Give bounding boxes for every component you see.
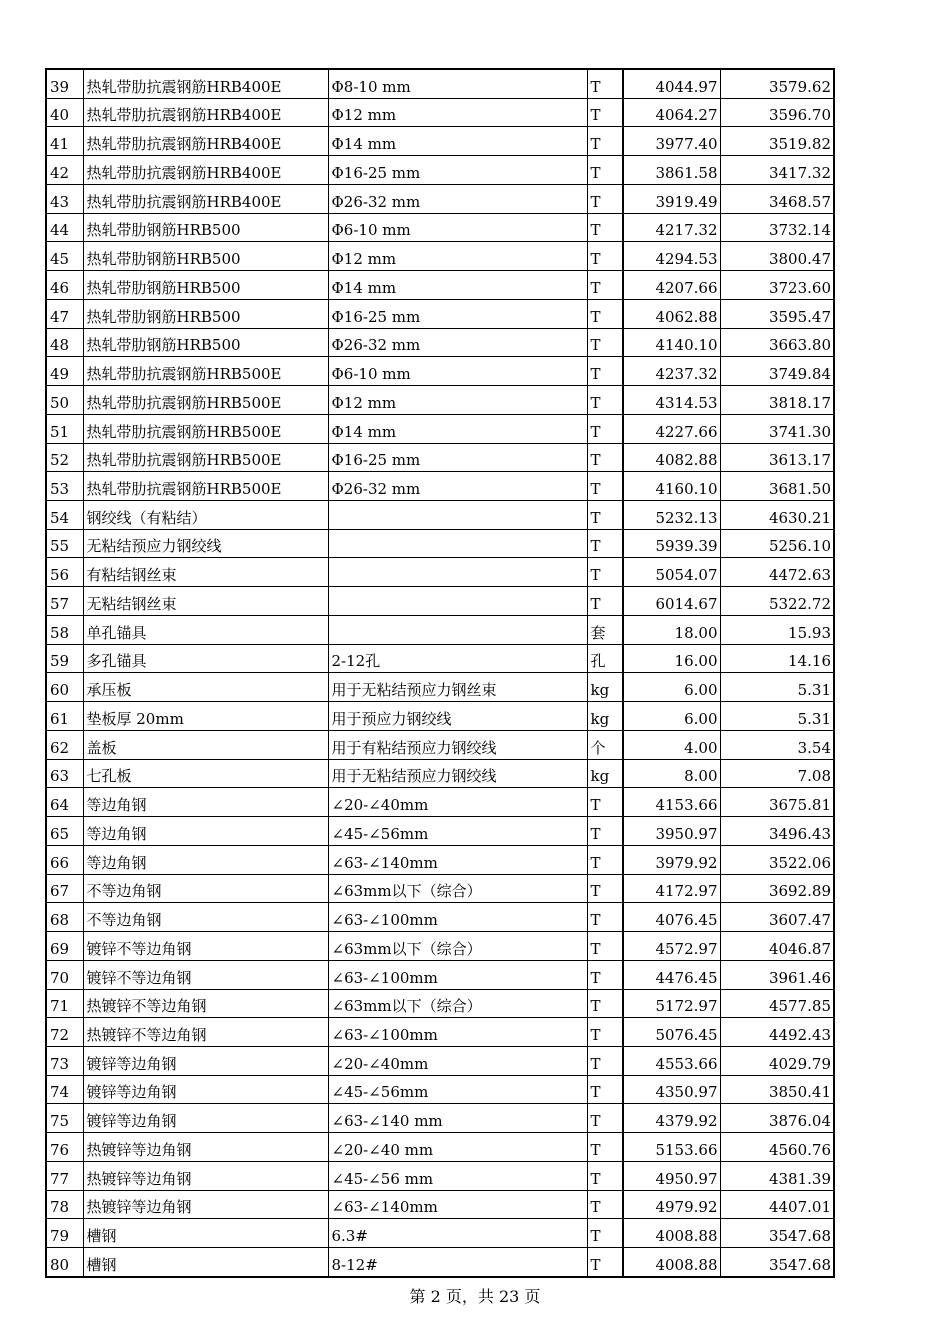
price-without-tax-cell: 3.54 bbox=[720, 730, 834, 759]
spec-cell: ∠63-∠100mm bbox=[328, 903, 587, 932]
spec-cell: Φ14 mm bbox=[328, 271, 587, 300]
price-without-tax-cell: 3850.41 bbox=[720, 1075, 834, 1104]
unit-cell: kg bbox=[587, 673, 623, 702]
price-with-tax-cell: 4314.53 bbox=[623, 386, 720, 415]
item-name-cell: 热轧带肋抗震钢筋HRB500E bbox=[83, 357, 328, 386]
price-without-tax-cell: 3741.30 bbox=[720, 414, 834, 443]
item-name-cell: 热轧带肋钢筋HRB500 bbox=[83, 271, 328, 300]
item-name-cell: 不等边角钢 bbox=[83, 874, 328, 903]
price-with-tax-cell: 4350.97 bbox=[623, 1075, 720, 1104]
row-index-cell: 65 bbox=[46, 817, 83, 846]
price-without-tax-cell: 4472.63 bbox=[720, 558, 834, 587]
table-row bbox=[46, 386, 834, 415]
unit-cell: T bbox=[587, 386, 623, 415]
item-name-cell: 有粘结钢丝束 bbox=[83, 558, 328, 587]
item-name-cell: 承压板 bbox=[83, 673, 328, 702]
item-name-cell: 槽钢 bbox=[83, 1219, 328, 1248]
row-index-cell: 47 bbox=[46, 299, 83, 328]
table-row bbox=[46, 213, 834, 242]
spec-cell: ∠45-∠56mm bbox=[328, 1075, 587, 1104]
price-with-tax-cell: 4379.92 bbox=[623, 1104, 720, 1133]
price-with-tax-cell: 6.00 bbox=[623, 702, 720, 731]
table-row bbox=[46, 501, 834, 530]
row-index-cell: 66 bbox=[46, 845, 83, 874]
row-index-cell: 79 bbox=[46, 1219, 83, 1248]
unit-cell: T bbox=[587, 357, 623, 386]
table-row bbox=[46, 357, 834, 386]
price-with-tax-cell: 3950.97 bbox=[623, 817, 720, 846]
price-with-tax-cell: 4153.66 bbox=[623, 788, 720, 817]
spec-cell: Φ26-32 mm bbox=[328, 472, 587, 501]
unit-cell: T bbox=[587, 1018, 623, 1047]
item-name-cell: 盖板 bbox=[83, 730, 328, 759]
price-with-tax-cell: 4160.10 bbox=[623, 472, 720, 501]
unit-cell: T bbox=[587, 903, 623, 932]
table-row bbox=[46, 1018, 834, 1047]
price-without-tax-cell: 7.08 bbox=[720, 759, 834, 788]
spec-cell: Φ6-10 mm bbox=[328, 357, 587, 386]
unit-cell: T bbox=[587, 529, 623, 558]
table-row bbox=[46, 242, 834, 271]
table-row bbox=[46, 587, 834, 616]
unit-cell: T bbox=[587, 817, 623, 846]
price-without-tax-cell: 4492.43 bbox=[720, 1018, 834, 1047]
item-name-cell: 热轧带肋抗震钢筋HRB500E bbox=[83, 386, 328, 415]
row-index-cell: 76 bbox=[46, 1133, 83, 1162]
table-row bbox=[46, 271, 834, 300]
row-index-cell: 43 bbox=[46, 184, 83, 213]
price-without-tax-cell: 4046.87 bbox=[720, 932, 834, 961]
price-without-tax-cell: 3607.47 bbox=[720, 903, 834, 932]
unit-cell: T bbox=[587, 213, 623, 242]
row-index-cell: 80 bbox=[46, 1248, 83, 1277]
unit-cell: T bbox=[587, 1133, 623, 1162]
price-without-tax-cell: 4029.79 bbox=[720, 1046, 834, 1075]
price-without-tax-cell: 3675.81 bbox=[720, 788, 834, 817]
row-index-cell: 42 bbox=[46, 156, 83, 185]
row-index-cell: 48 bbox=[46, 328, 83, 357]
price-without-tax-cell: 4630.21 bbox=[720, 501, 834, 530]
item-name-cell: 镀锌不等边角钢 bbox=[83, 932, 328, 961]
unit-cell: 个 bbox=[587, 730, 623, 759]
row-index-cell: 49 bbox=[46, 357, 83, 386]
row-index-cell: 52 bbox=[46, 443, 83, 472]
unit-cell: T bbox=[587, 587, 623, 616]
item-name-cell: 多孔锚具 bbox=[83, 644, 328, 673]
row-index-cell: 77 bbox=[46, 1161, 83, 1190]
spec-cell: Φ14 mm bbox=[328, 127, 587, 156]
spec-cell: Φ12 mm bbox=[328, 98, 587, 127]
item-name-cell: 热轧带肋抗震钢筋HRB400E bbox=[83, 69, 328, 98]
row-index-cell: 74 bbox=[46, 1075, 83, 1104]
unit-cell: T bbox=[587, 127, 623, 156]
price-with-tax-cell: 18.00 bbox=[623, 615, 720, 644]
row-index-cell: 58 bbox=[46, 615, 83, 644]
table-row bbox=[46, 759, 834, 788]
unit-cell: T bbox=[587, 1161, 623, 1190]
price-table-body bbox=[46, 69, 834, 1277]
price-with-tax-cell: 5054.07 bbox=[623, 558, 720, 587]
item-name-cell: 热镀锌等边角钢 bbox=[83, 1133, 328, 1162]
price-without-tax-cell: 3519.82 bbox=[720, 127, 834, 156]
row-index-cell: 61 bbox=[46, 702, 83, 731]
spec-cell: ∠63-∠140mm bbox=[328, 1190, 587, 1219]
item-name-cell: 无粘结钢丝束 bbox=[83, 587, 328, 616]
price-without-tax-cell: 3800.47 bbox=[720, 242, 834, 271]
price-without-tax-cell: 14.16 bbox=[720, 644, 834, 673]
price-without-tax-cell: 3522.06 bbox=[720, 845, 834, 874]
table-row bbox=[46, 644, 834, 673]
price-with-tax-cell: 4172.97 bbox=[623, 874, 720, 903]
row-index-cell: 45 bbox=[46, 242, 83, 271]
spec-cell: Φ26-32 mm bbox=[328, 184, 587, 213]
unit-cell: kg bbox=[587, 759, 623, 788]
item-name-cell: 热轧带肋钢筋HRB500 bbox=[83, 242, 328, 271]
unit-cell: T bbox=[587, 558, 623, 587]
item-name-cell: 等边角钢 bbox=[83, 788, 328, 817]
table-row bbox=[46, 1133, 834, 1162]
item-name-cell: 热镀锌不等边角钢 bbox=[83, 1018, 328, 1047]
table-row bbox=[46, 788, 834, 817]
price-with-tax-cell: 4076.45 bbox=[623, 903, 720, 932]
item-name-cell: 不等边角钢 bbox=[83, 903, 328, 932]
unit-cell: 套 bbox=[587, 615, 623, 644]
unit-cell: T bbox=[587, 1219, 623, 1248]
price-with-tax-cell: 5939.39 bbox=[623, 529, 720, 558]
item-name-cell: 热轧带肋抗震钢筋HRB400E bbox=[83, 127, 328, 156]
row-index-cell: 53 bbox=[46, 472, 83, 501]
price-with-tax-cell: 8.00 bbox=[623, 759, 720, 788]
row-index-cell: 55 bbox=[46, 529, 83, 558]
price-without-tax-cell: 3692.89 bbox=[720, 874, 834, 903]
table-row bbox=[46, 299, 834, 328]
spec-cell: 用于预应力钢绞线 bbox=[328, 702, 587, 731]
spec-cell: ∠20-∠40 mm bbox=[328, 1133, 587, 1162]
spec-cell: 6.3# bbox=[328, 1219, 587, 1248]
row-index-cell: 71 bbox=[46, 989, 83, 1018]
row-index-cell: 73 bbox=[46, 1046, 83, 1075]
item-name-cell: 热镀锌不等边角钢 bbox=[83, 989, 328, 1018]
table-row bbox=[46, 903, 834, 932]
spec-cell: ∠20-∠40mm bbox=[328, 1046, 587, 1075]
price-with-tax-cell: 4572.97 bbox=[623, 932, 720, 961]
item-name-cell: 槽钢 bbox=[83, 1248, 328, 1277]
price-with-tax-cell: 3977.40 bbox=[623, 127, 720, 156]
price-with-tax-cell: 5172.97 bbox=[623, 989, 720, 1018]
table-row bbox=[46, 1075, 834, 1104]
unit-cell: T bbox=[587, 501, 623, 530]
row-index-cell: 63 bbox=[46, 759, 83, 788]
spec-cell bbox=[328, 558, 587, 587]
item-name-cell: 热轧带肋钢筋HRB500 bbox=[83, 328, 328, 357]
spec-cell: ∠45-∠56mm bbox=[328, 817, 587, 846]
spec-cell: 用于无粘结预应力钢绞线 bbox=[328, 759, 587, 788]
price-with-tax-cell: 4.00 bbox=[623, 730, 720, 759]
unit-cell: T bbox=[587, 69, 623, 98]
row-index-cell: 70 bbox=[46, 960, 83, 989]
unit-cell: T bbox=[587, 874, 623, 903]
table-row bbox=[46, 673, 834, 702]
item-name-cell: 热轧带肋钢筋HRB500 bbox=[83, 213, 328, 242]
spec-cell: ∠63mm以下（综合） bbox=[328, 989, 587, 1018]
spec-cell: Φ16-25 mm bbox=[328, 156, 587, 185]
unit-cell: T bbox=[587, 98, 623, 127]
unit-cell: T bbox=[587, 472, 623, 501]
price-with-tax-cell: 4044.97 bbox=[623, 69, 720, 98]
table-row bbox=[46, 529, 834, 558]
item-name-cell: 七孔板 bbox=[83, 759, 328, 788]
row-index-cell: 59 bbox=[46, 644, 83, 673]
table-row bbox=[46, 1248, 834, 1277]
row-index-cell: 60 bbox=[46, 673, 83, 702]
item-name-cell: 镀锌等边角钢 bbox=[83, 1046, 328, 1075]
table-row bbox=[46, 127, 834, 156]
spec-cell: 用于无粘结预应力钢丝束 bbox=[328, 673, 587, 702]
price-with-tax-cell: 6014.67 bbox=[623, 587, 720, 616]
row-index-cell: 62 bbox=[46, 730, 83, 759]
price-with-tax-cell: 4979.92 bbox=[623, 1190, 720, 1219]
price-with-tax-cell: 3861.58 bbox=[623, 156, 720, 185]
price-with-tax-cell: 16.00 bbox=[623, 644, 720, 673]
spec-cell: ∠45-∠56 mm bbox=[328, 1161, 587, 1190]
price-without-tax-cell: 3613.17 bbox=[720, 443, 834, 472]
item-name-cell: 热轧带肋抗震钢筋HRB400E bbox=[83, 156, 328, 185]
price-with-tax-cell: 6.00 bbox=[623, 673, 720, 702]
row-index-cell: 75 bbox=[46, 1104, 83, 1133]
unit-cell: T bbox=[587, 1046, 623, 1075]
table-row bbox=[46, 1046, 834, 1075]
item-name-cell: 热轧带肋抗震钢筋HRB400E bbox=[83, 184, 328, 213]
price-with-tax-cell: 4207.66 bbox=[623, 271, 720, 300]
item-name-cell: 垫板厚 20mm bbox=[83, 702, 328, 731]
table-row bbox=[46, 1219, 834, 1248]
item-name-cell: 热轧带肋抗震钢筋HRB400E bbox=[83, 98, 328, 127]
spec-cell: 8-12# bbox=[328, 1248, 587, 1277]
price-without-tax-cell: 3749.84 bbox=[720, 357, 834, 386]
spec-cell: Φ26-32 mm bbox=[328, 328, 587, 357]
price-with-tax-cell: 4140.10 bbox=[623, 328, 720, 357]
price-with-tax-cell: 4227.66 bbox=[623, 414, 720, 443]
table-row bbox=[46, 69, 834, 98]
price-without-tax-cell: 3961.46 bbox=[720, 960, 834, 989]
spec-cell: ∠63-∠100mm bbox=[328, 960, 587, 989]
unit-cell: T bbox=[587, 1248, 623, 1277]
item-name-cell: 单孔锚具 bbox=[83, 615, 328, 644]
price-with-tax-cell: 5153.66 bbox=[623, 1133, 720, 1162]
unit-cell: T bbox=[587, 443, 623, 472]
price-without-tax-cell: 3496.43 bbox=[720, 817, 834, 846]
row-index-cell: 39 bbox=[46, 69, 83, 98]
price-without-tax-cell: 3417.32 bbox=[720, 156, 834, 185]
price-without-tax-cell: 5322.72 bbox=[720, 587, 834, 616]
table-row bbox=[46, 98, 834, 127]
price-without-tax-cell: 4577.85 bbox=[720, 989, 834, 1018]
item-name-cell: 等边角钢 bbox=[83, 817, 328, 846]
table-row bbox=[46, 558, 834, 587]
spec-cell bbox=[328, 501, 587, 530]
price-with-tax-cell: 4553.66 bbox=[623, 1046, 720, 1075]
unit-cell: T bbox=[587, 414, 623, 443]
spec-cell: ∠63mm以下（综合） bbox=[328, 932, 587, 961]
price-with-tax-cell: 4064.27 bbox=[623, 98, 720, 127]
row-index-cell: 69 bbox=[46, 932, 83, 961]
price-with-tax-cell: 4294.53 bbox=[623, 242, 720, 271]
item-name-cell: 热轧带肋钢筋HRB500 bbox=[83, 299, 328, 328]
table-row bbox=[46, 328, 834, 357]
item-name-cell: 无粘结预应力钢绞线 bbox=[83, 529, 328, 558]
price-without-tax-cell: 4407.01 bbox=[720, 1190, 834, 1219]
row-index-cell: 57 bbox=[46, 587, 83, 616]
price-without-tax-cell: 3732.14 bbox=[720, 213, 834, 242]
table-row bbox=[46, 615, 834, 644]
price-without-tax-cell: 3723.60 bbox=[720, 271, 834, 300]
table-row bbox=[46, 989, 834, 1018]
spec-cell: ∠63-∠100mm bbox=[328, 1018, 587, 1047]
table-row bbox=[46, 960, 834, 989]
price-with-tax-cell: 3919.49 bbox=[623, 184, 720, 213]
unit-cell: T bbox=[587, 1190, 623, 1219]
price-with-tax-cell: 4950.97 bbox=[623, 1161, 720, 1190]
price-without-tax-cell: 3876.04 bbox=[720, 1104, 834, 1133]
table-row bbox=[46, 414, 834, 443]
spec-cell: Φ14 mm bbox=[328, 414, 587, 443]
table-row bbox=[46, 443, 834, 472]
price-without-tax-cell: 4560.76 bbox=[720, 1133, 834, 1162]
price-without-tax-cell: 5.31 bbox=[720, 673, 834, 702]
price-with-tax-cell: 5232.13 bbox=[623, 501, 720, 530]
unit-cell: T bbox=[587, 328, 623, 357]
spec-cell: ∠63-∠140 mm bbox=[328, 1104, 587, 1133]
unit-cell: T bbox=[587, 989, 623, 1018]
table-row bbox=[46, 1190, 834, 1219]
spec-cell bbox=[328, 615, 587, 644]
price-without-tax-cell: 3547.68 bbox=[720, 1219, 834, 1248]
table-row bbox=[46, 184, 834, 213]
spec-cell: Φ12 mm bbox=[328, 242, 587, 271]
unit-cell: T bbox=[587, 788, 623, 817]
row-index-cell: 50 bbox=[46, 386, 83, 415]
unit-cell: T bbox=[587, 932, 623, 961]
price-without-tax-cell: 4381.39 bbox=[720, 1161, 834, 1190]
price-with-tax-cell: 5076.45 bbox=[623, 1018, 720, 1047]
row-index-cell: 68 bbox=[46, 903, 83, 932]
price-with-tax-cell: 3979.92 bbox=[623, 845, 720, 874]
item-name-cell: 热镀锌等边角钢 bbox=[83, 1190, 328, 1219]
spec-cell: 用于有粘结预应力钢绞线 bbox=[328, 730, 587, 759]
row-index-cell: 72 bbox=[46, 1018, 83, 1047]
table-row bbox=[46, 845, 834, 874]
unit-cell: T bbox=[587, 299, 623, 328]
price-with-tax-cell: 4217.32 bbox=[623, 213, 720, 242]
unit-cell: kg bbox=[587, 702, 623, 731]
item-name-cell: 钢绞线（有粘结） bbox=[83, 501, 328, 530]
row-index-cell: 40 bbox=[46, 98, 83, 127]
row-index-cell: 67 bbox=[46, 874, 83, 903]
row-index-cell: 56 bbox=[46, 558, 83, 587]
row-index-cell: 46 bbox=[46, 271, 83, 300]
price-without-tax-cell: 5256.10 bbox=[720, 529, 834, 558]
spec-cell: Φ16-25 mm bbox=[328, 299, 587, 328]
unit-cell: T bbox=[587, 1075, 623, 1104]
table-row bbox=[46, 817, 834, 846]
price-without-tax-cell: 3468.57 bbox=[720, 184, 834, 213]
unit-cell: T bbox=[587, 271, 623, 300]
price-with-tax-cell: 4062.88 bbox=[623, 299, 720, 328]
spec-cell: ∠63mm以下（综合） bbox=[328, 874, 587, 903]
price-without-tax-cell: 3663.80 bbox=[720, 328, 834, 357]
price-without-tax-cell: 15.93 bbox=[720, 615, 834, 644]
table-row bbox=[46, 932, 834, 961]
price-without-tax-cell: 3579.62 bbox=[720, 69, 834, 98]
spec-cell: Φ16-25 mm bbox=[328, 443, 587, 472]
price-without-tax-cell: 3596.70 bbox=[720, 98, 834, 127]
unit-cell: T bbox=[587, 156, 623, 185]
table-row bbox=[46, 1161, 834, 1190]
price-without-tax-cell: 3595.47 bbox=[720, 299, 834, 328]
table-row bbox=[46, 702, 834, 731]
unit-cell: T bbox=[587, 242, 623, 271]
table-row bbox=[46, 730, 834, 759]
item-name-cell: 热轧带肋抗震钢筋HRB500E bbox=[83, 414, 328, 443]
spec-cell: ∠20-∠40mm bbox=[328, 788, 587, 817]
item-name-cell: 镀锌等边角钢 bbox=[83, 1075, 328, 1104]
table-row bbox=[46, 472, 834, 501]
spec-cell bbox=[328, 587, 587, 616]
price-with-tax-cell: 4008.88 bbox=[623, 1219, 720, 1248]
row-index-cell: 64 bbox=[46, 788, 83, 817]
price-without-tax-cell: 5.31 bbox=[720, 702, 834, 731]
spec-cell: 2-12孔 bbox=[328, 644, 587, 673]
page-footer: 第 2 页，共 23 页 bbox=[409, 1287, 541, 1306]
row-index-cell: 54 bbox=[46, 501, 83, 530]
price-without-tax-cell: 3681.50 bbox=[720, 472, 834, 501]
item-name-cell: 热轧带肋抗震钢筋HRB500E bbox=[83, 472, 328, 501]
table-row bbox=[46, 874, 834, 903]
unit-cell: T bbox=[587, 845, 623, 874]
item-name-cell: 镀锌等边角钢 bbox=[83, 1104, 328, 1133]
unit-cell: T bbox=[587, 1104, 623, 1133]
table-row bbox=[46, 1104, 834, 1133]
spec-cell: ∠63-∠140mm bbox=[328, 845, 587, 874]
price-with-tax-cell: 4082.88 bbox=[623, 443, 720, 472]
row-index-cell: 44 bbox=[46, 213, 83, 242]
price-with-tax-cell: 4008.88 bbox=[623, 1248, 720, 1277]
row-index-cell: 41 bbox=[46, 127, 83, 156]
row-index-cell: 51 bbox=[46, 414, 83, 443]
price-with-tax-cell: 4476.45 bbox=[623, 960, 720, 989]
item-name-cell: 镀锌不等边角钢 bbox=[83, 960, 328, 989]
price-table bbox=[45, 68, 835, 1278]
spec-cell: Φ6-10 mm bbox=[328, 213, 587, 242]
price-without-tax-cell: 3818.17 bbox=[720, 386, 834, 415]
spec-cell: Φ8-10 mm bbox=[328, 69, 587, 98]
unit-cell: T bbox=[587, 184, 623, 213]
item-name-cell: 热轧带肋抗震钢筋HRB500E bbox=[83, 443, 328, 472]
row-index-cell: 78 bbox=[46, 1190, 83, 1219]
unit-cell: T bbox=[587, 960, 623, 989]
item-name-cell: 热镀锌等边角钢 bbox=[83, 1161, 328, 1190]
spec-cell: Φ12 mm bbox=[328, 386, 587, 415]
table-row bbox=[46, 156, 834, 185]
unit-cell: 孔 bbox=[587, 644, 623, 673]
spec-cell bbox=[328, 529, 587, 558]
price-with-tax-cell: 4237.32 bbox=[623, 357, 720, 386]
item-name-cell: 等边角钢 bbox=[83, 845, 328, 874]
price-without-tax-cell: 3547.68 bbox=[720, 1248, 834, 1277]
